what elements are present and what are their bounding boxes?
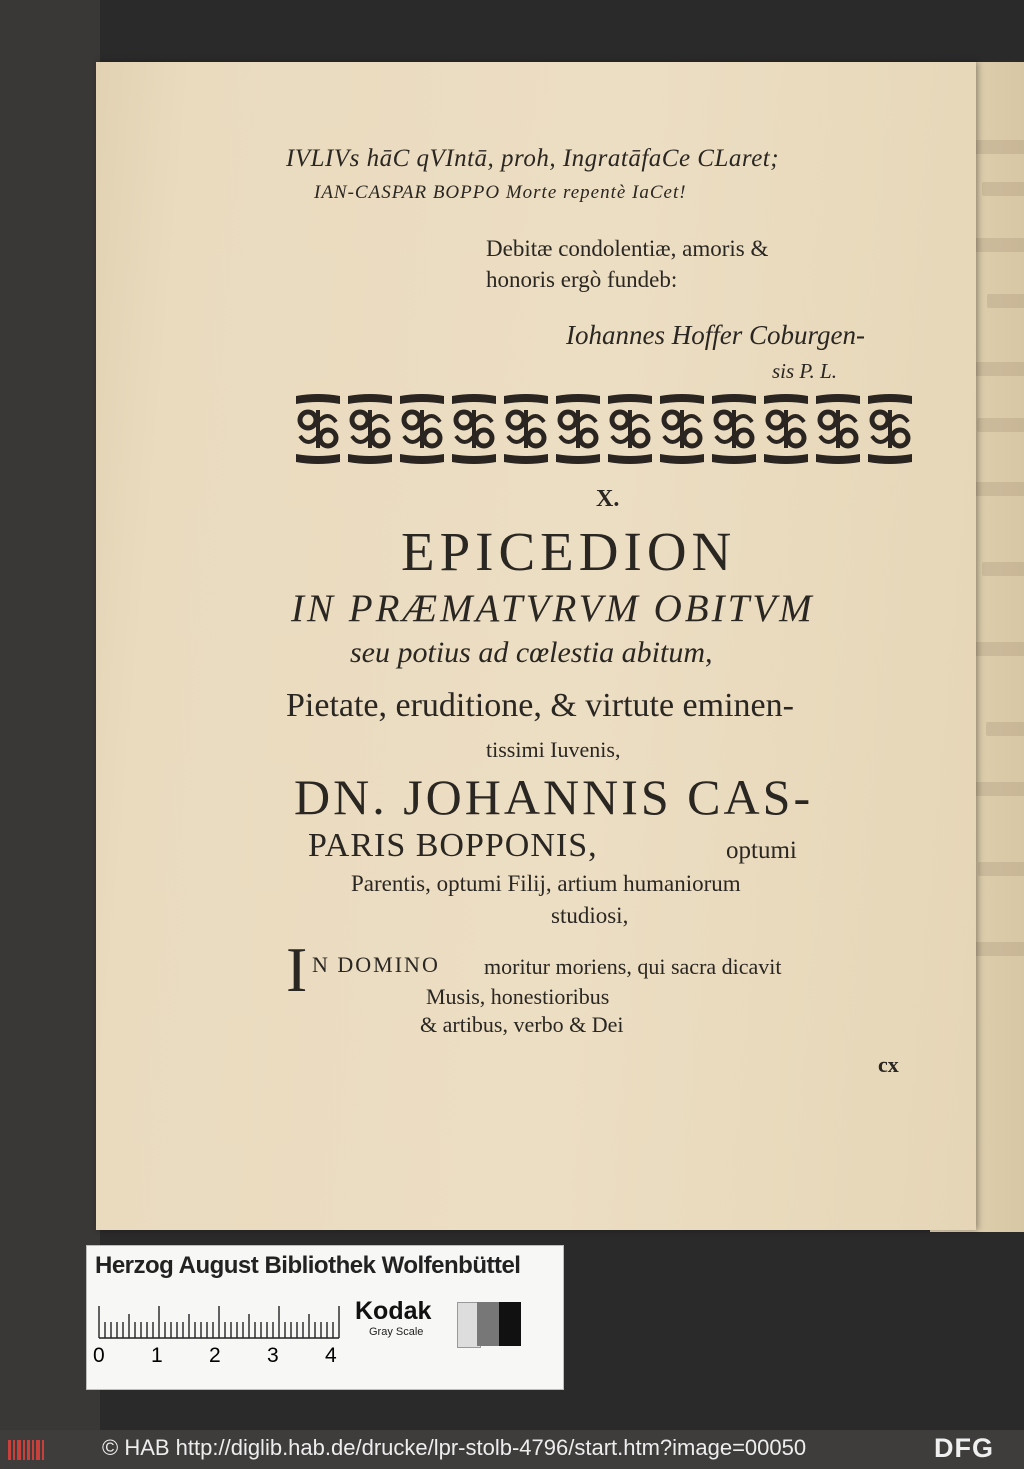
document-page <box>96 62 976 1230</box>
dedication-line-2: honoris ergò fundeb: <box>486 267 678 292</box>
poem-line-2: Musis, honestioribus <box>426 984 610 1009</box>
catchword: cx <box>878 1052 899 1077</box>
kodak-logo: Kodak <box>355 1297 432 1325</box>
chronogram-line-2: IAN-CASPAR BOPPO Morte repentè IaCet! <box>314 182 687 203</box>
subtitle-line-2: seu potius ad cœlestia abitum, <box>350 636 713 669</box>
ruler-scale <box>95 1298 345 1340</box>
poem-line-3: & artibus, verbo & Dei <box>420 1012 624 1037</box>
name-line-1: DN. JOHANNIS CAS- <box>294 769 814 825</box>
section-number: X. <box>596 486 620 512</box>
body-line-1: Pietate, eruditione, & virtute eminen- <box>286 687 794 724</box>
scale-number-2: 2 <box>209 1344 221 1367</box>
scale-number-4: 4 <box>325 1344 337 1367</box>
footer-bar <box>0 1430 1024 1469</box>
scan-backdrop <box>0 0 100 1430</box>
scale-number-3: 3 <box>267 1344 279 1367</box>
library-name: Herzog August Bibliothek Wolfenbüttel <box>95 1252 521 1279</box>
gray-patch-mid <box>477 1302 499 1346</box>
calibration-strip <box>86 1245 564 1390</box>
dedication-line-1: Debitæ condolentiæ, amoris & <box>486 236 769 261</box>
poem-dropcap: I <box>286 934 308 1005</box>
poem-line-1-caps: N DOMINO <box>312 952 440 977</box>
copyright-link[interactable]: © HAB http://diglib.hab.de/drucke/lpr-stolb-4796/start.htm?image=00050 <box>102 1435 807 1460</box>
title-epicedion: EPICEDION <box>401 521 737 582</box>
poem-line-1: moritur moriens, qui sacra dicavit <box>484 954 782 979</box>
author-line-1: Iohannes Hoffer Coburgen- <box>566 320 865 350</box>
subtitle-line-1: IN PRÆMATVRVM OBITVM <box>291 587 815 630</box>
scale-number-0: 0 <box>93 1344 105 1367</box>
gray-patch-dark <box>499 1302 521 1346</box>
barcode-icon <box>8 1438 48 1462</box>
author-line-2: sis P. L. <box>772 359 837 383</box>
gray-scale-label: Gray Scale <box>369 1326 424 1338</box>
chronogram-line-1: IVLIVs hāC qVIntā, proh, IngratāfaCe CLaret; <box>286 145 780 172</box>
ornament-band <box>292 390 914 468</box>
scale-number-1: 1 <box>151 1344 163 1367</box>
dfg-logo: DFG <box>934 1433 994 1463</box>
name-line-2-suffix: optumi <box>726 837 797 864</box>
body-line-2: tissimi Iuvenis, <box>486 737 621 762</box>
body-line-4: studiosi, <box>551 903 629 928</box>
body-line-3: Parentis, optumi Filij, artium humaniorum <box>351 871 741 896</box>
name-line-2: PARIS BOPPONIS, <box>308 827 598 864</box>
